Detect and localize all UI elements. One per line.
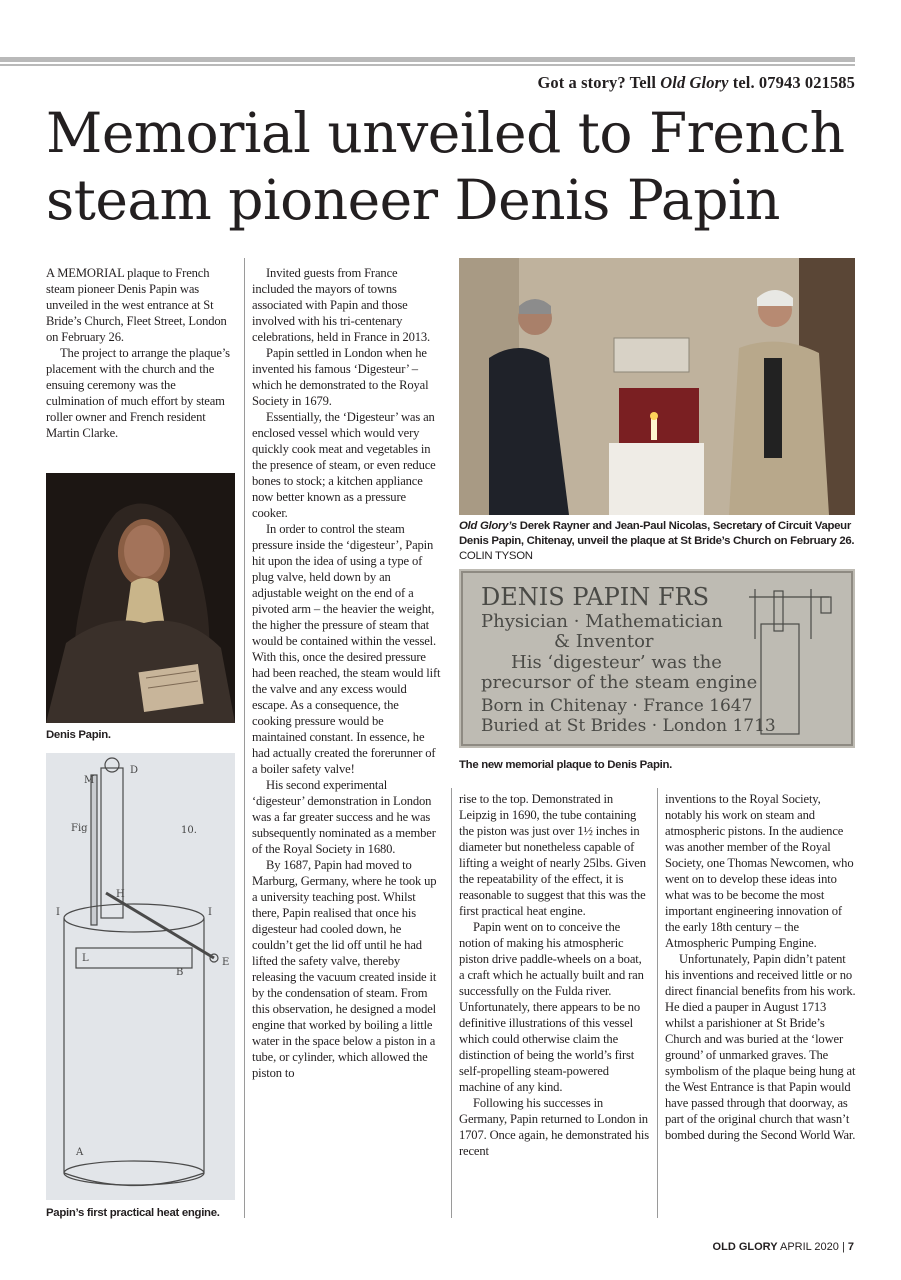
story-tagline [537,73,855,93]
paragraph: A MEMORIAL plaque to French steam pioneer Denis Papin was unveiled in the west entrance at St Bride’s Church, Fleet Street, London on February 26. [46,266,227,344]
header-rule-thin [0,64,855,66]
unveiling-image [459,258,855,515]
plaque-line-6: Born in Chitenay · France 1647 [481,696,753,716]
engine-label-h: H [116,889,125,900]
article-column-3 [459,791,650,1159]
article-column-2 [252,265,441,1081]
tagline-brand: Old Glory [660,73,729,92]
caption-brand: Old Glory’s [459,520,517,532]
plaque-line-5: precursor of the steam engine [481,672,758,693]
column-rule [657,788,658,1218]
paragraph: By 1687, Papin had moved to Marburg, Germany, where he took up a university teaching post. Whilst there, Papin realised that once his digesteur had cooled down, he couldn’t get the lid off until he had lifted the safety valve, thereby releasing the vacuum created inside it by the condensation of steam. From this observation, he designed a model engine that worked by boiling a little water in the space below a piston in a tube, or cylinder, which allowed the piston to [252,858,437,1080]
paragraph: His second experimental ‘digesteur’ demonstration in London was a far greater success and he was subsequently nominated as a member of the Royal Society in 1680. [252,778,436,856]
tagline-phone: tel. 07943 021585 [728,73,855,92]
plaque-image [459,569,855,748]
portrait-image [46,473,235,723]
paragraph: The project to arrange the plaque’s placement with the church and the ensuing ceremony was the culmination of much effort by steam roller owner and French resident Martin Clarke. [46,346,230,440]
page-title: Memorial unveiled to French steam pioneer Denis Papin [46,101,845,232]
page-footer [713,1241,854,1253]
engine-label-d: D [130,765,139,776]
article-column-1 [46,265,236,441]
portrait-caption: Denis Papin. [46,729,111,741]
unveiling-caption [459,519,857,564]
paragraph: Following his successes in Germany, Papin returned to London in 1707. Once again, he demonstrated his recent [459,1096,649,1158]
plaque-line-2: Physician · Mathematician [481,611,723,632]
photo-credit: COLIN TYSON [459,550,533,562]
engine-caption: Papin’s first practical heat engine. [46,1207,220,1219]
engine-label-e: E [222,957,230,968]
paragraph: Papin settled in London when he invented his famous ‘Digesteur’ – which he demonstrated to the Royal Society in 1679. [252,346,429,408]
engine-label-l: L [82,953,89,964]
paragraph: rise to the top. Demonstrated in Leipzig in 1690, the tube containing the piston was just over 1½ inches in diameter but nonetheless capable of lifting a weight of nearly 25lbs. Given the repeatability of the effect, it is reasonable to suggest that this was the first practical heat engine. [459,792,646,918]
column-rule [244,258,245,1218]
paragraph: Invited guests from France included the mayors of towns associated with Papin and those involved with his tri-centenary celebrations, held in France in 2013. [252,266,431,344]
plaque-line-4: His ‘digesteur’ was the [511,652,722,673]
plaque-photo [459,569,855,748]
footer-brand: OLD GLORY [712,1241,778,1253]
plaque-line-1: DENIS PAPIN FRS [481,583,710,611]
portrait-photo [46,473,235,723]
tagline-prefix: Got a story? Tell [537,73,661,92]
engine-label-i-left: I [56,907,60,918]
paragraph: Essentially, the ‘Digesteur’ was an enclosed vessel which would very quickly cook meat and vegetables in the presence of steam, or even reduce bones to stock; a kitchen appliance now better known as a pressure cooker. [252,410,436,520]
engine-label-a: A [76,1147,84,1158]
paragraph: In order to control the steam pressure inside the ‘digesteur’, Papin hit upon the idea of using a type of plug valve, held down by an adjustable weight on the end of a pivoted arm – the heavier the weight, the higher the pressure of steam that would be contained within the vessel. With this, once the desired pressure had been reached, the steam would lift the valve and any excess would escape. As a consequence, the cooking pressure would be maintained constant. In essence, he had actually created the forerunner of a boiler safety valve! [252,522,441,776]
engine-label-i-right: I [208,907,212,918]
caption-text: Derek Rayner and Jean-Paul Nicolas, Secretary of Circuit Vapeur Denis Papin, Chitenay, unveil the plaque at St Bride’s Church on February 26. [459,520,855,547]
footer-issue: APRIL 2020 | [777,1241,848,1253]
article-column-4 [665,791,856,1143]
engine-drawing [46,753,235,1200]
engine-label-fig: Fig [71,823,88,834]
paragraph: Papin went on to conceive the notion of making his atmospheric piston drive paddle-wheels on a boat, a craft which he actually built and ran successfully on the Fulda river. Unfortunately, there appears to be no definitive illustrations of this vessel which could otherwise claim the distinction of being the world’s first self-propelling steam-powered machine of any kind. [459,920,644,1094]
plaque-line-7: Buried at St Brides · London 1713 [481,716,776,736]
engine-image [46,753,235,1200]
engine-label-b: B [176,967,184,978]
engine-label-m: M [84,775,95,786]
engine-label-num: 10. [181,825,197,836]
plaque-caption: The new memorial plaque to Denis Papin. [459,759,672,771]
unveiling-photo [459,258,855,515]
paragraph: inventions to the Royal Society, notably his work on steam and atmospheric pistons. In the audience was another member of the Royal Society, one Thomas Newcomen, who went on to develop these ideas into what was to be become the most important engineering innovation of the early 18th century – the Atmospheric Pumping Engine. [665,792,854,950]
page-number: 7 [847,1241,854,1253]
paragraph: Unfortunately, Papin didn’t patent his inventions and received little or no direct financial benefits from his work. He died a pauper in August 1713 whilst a parishioner at St Bride’s Church and was buried at the ‘lower ground’ of unmarked graves. The symbolism of the plaque being hung at the West Entrance is that Papin would have passed through that doorway, as part of the original church that wasn’t bombed during the Second World War. [665,952,856,1142]
header-rule-thick [0,57,855,62]
column-rule [451,788,452,1218]
plaque-line-3: & Inventor [554,631,654,652]
